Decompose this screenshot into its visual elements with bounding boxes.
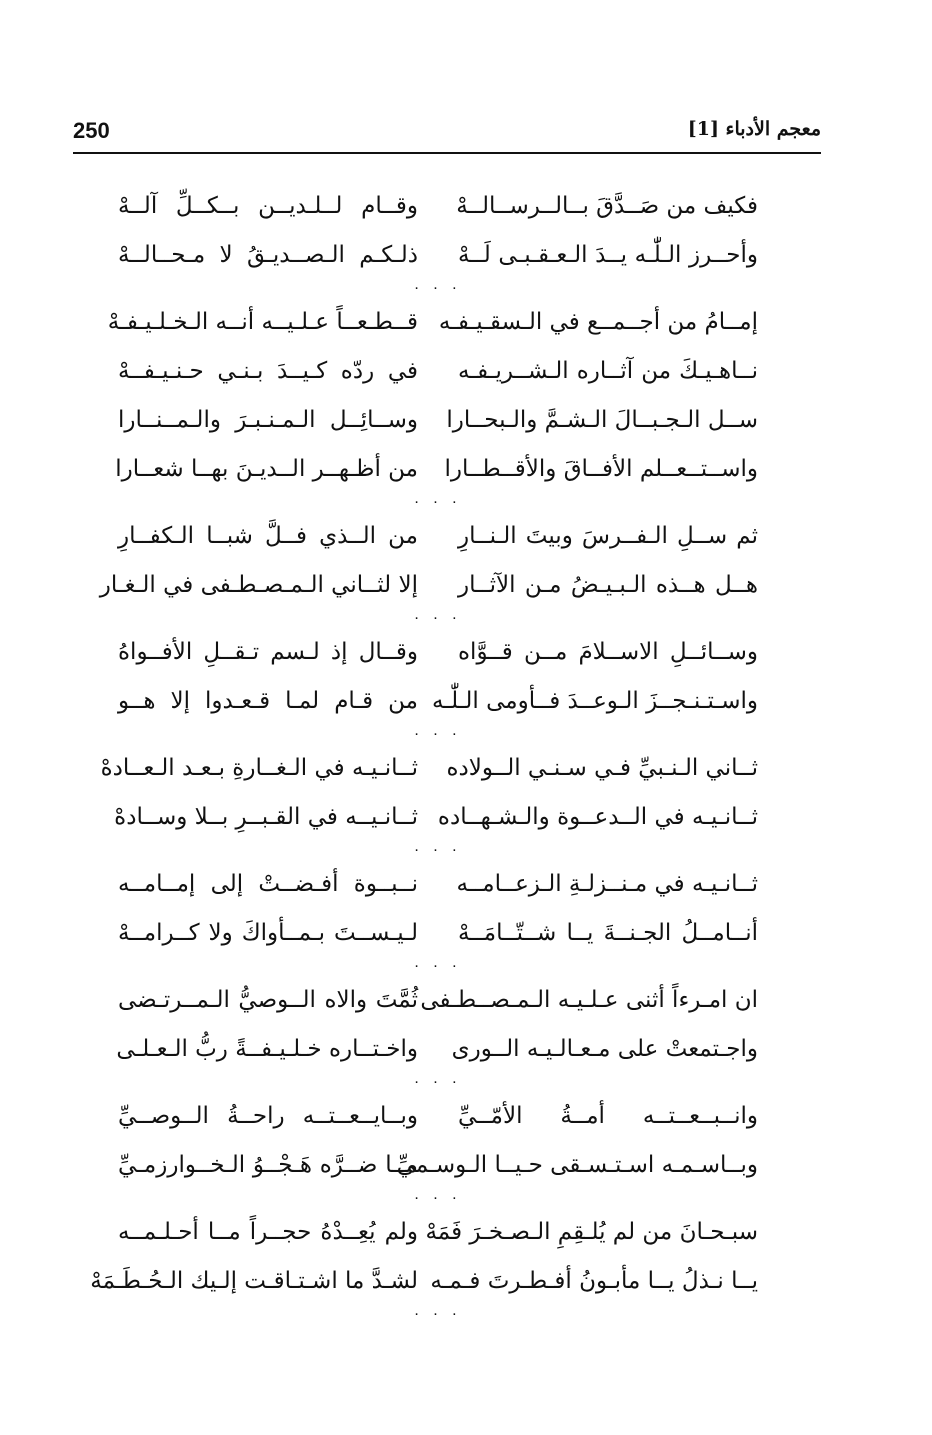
verse-second-hemistich: من أظـهــر الــديـنَ بهــا شعــارا [115,456,418,482]
verse-first-hemistich: هــل هــذه الـبـيـضُ مـن الآثــار [458,572,758,598]
verse-second-hemistich: لشـدَّ ما اشـتـاقـت إلـيك الـحُـطَـمَهْ [90,1268,418,1294]
verse [118,976,758,1025]
stanza-separator: . . . [414,722,462,739]
verse [118,1092,758,1141]
stanza-separator: . . . [414,954,462,971]
stanza [107,298,758,512]
verse-first-hemistich: يــا نـذلُ يــا مأبـونُ أفـطـرتَ فـمـه [430,1268,758,1294]
stanza-separator: . . . [414,1302,462,1319]
verse-second-hemistich: ثــانـيـه في الـغــارةِ بـعـد الـعــادهْ [100,755,418,781]
verse-second-hemistich: ثــانـيــه في القـبــرِ بــلا وســادهْ [114,804,418,830]
verse-first-hemistich: وســائــلِ الاســلامَ مــن قــوَّاه [458,639,758,665]
verse [115,445,758,494]
verse-second-hemistich: إلا لثــاني الـمـصـطـفى في الـغـار [99,572,418,598]
verse [114,793,758,842]
stanza-separator: . . . [414,1070,462,1087]
verse [118,1141,758,1190]
stanza-separator: . . . [414,838,462,855]
verse-second-hemistich: قــطـعــاً عـلـيــه أنــه الـخـلـيـفـهْ [107,309,418,335]
verse [118,347,758,396]
verse-first-hemistich: ان امـرءاً أثنى عـلـيـه الـمـصــطـفى [420,987,758,1013]
verse [118,231,758,280]
verse [100,744,758,793]
header-rule [73,152,821,154]
stanza [100,744,758,860]
verse-second-hemistich: ولم يُعِــدْهُ حجــراً مــا أحـلـمــه [118,1219,418,1245]
stanza [118,976,758,1092]
verse-second-hemistich: وقــال إذ لـسم تـقــلِ الأفــواهُ [118,639,418,665]
verse-first-hemistich: واجـتمعتْ على مـعـالـيـه الــورى [451,1036,758,1062]
verse [118,677,758,726]
verse-first-hemistich: وانــبــعــتــه أمــةُ الأمّــيِّ [458,1103,758,1129]
stanza-separator: . . . [414,490,462,507]
verse-second-hemistich: من الــذي فــلَّ شبــا الـكفــارِ [118,523,418,549]
verse-second-hemistich: مــا ضــرَّه هَـجْــوُ الـخــوارزمـيِّ [118,1152,418,1178]
stanza [99,512,758,628]
verse-first-hemistich: ثــانـيـه في الــدعــوة والـشـهــاده [437,804,758,830]
verse [118,1208,758,1257]
verse [99,561,758,610]
verse-first-hemistich: ســل الـجـبــالَ الـشـمَّ والـبحــارا [446,407,758,433]
verse-first-hemistich: واسـتـنـجــزَ الـوعــدَ فــأومى الـلّٰـه [432,688,758,714]
running-title: معجم الأدباء [1] [687,118,821,140]
verse [118,909,758,958]
page-number: 250 [73,118,110,143]
page-header [73,118,821,148]
verse [118,860,758,909]
verse-first-hemistich: إمــامُ من أجــمــع في الـسقـيـفـه [438,309,758,335]
stanza-separator: . . . [414,606,462,623]
stanza-separator: . . . [414,1186,462,1203]
verse-second-hemistich: نــبــوة أفـضــتْ إلى إمــامــه [118,871,418,897]
verse-first-hemistich: وأحــرز الـلّٰـه يــدَ الـعـقـبـى لَــهْ [458,242,758,268]
verse-first-hemistich: أنــامــلُ الجـنــةَ يــا شــتّــامَــهْ [458,920,758,946]
verse-first-hemistich: ثــانـيـه في مـنــزلـةِ الـزعــامــه [456,871,758,897]
verse-first-hemistich: واســتــعــلم الأفــاقَ والأقــطــارا [444,456,758,482]
stanza [118,1092,758,1208]
verse-first-hemistich: نــاهـيـكَ من آثــاره الـشــريـفـه [458,358,758,384]
verse-second-hemistich: وبــايــعــتــه راحــةُ الــوصــيِّ [118,1103,418,1129]
verse [107,298,758,347]
verse-first-hemistich: وبــاسـمـه اسـتـسـقى حـيــا الـوسـميِّ [396,1152,758,1178]
verse-second-hemistich: من قـام لمـا قـعـدوا إلا هــو [118,688,418,714]
verse-second-hemistich: ثُمَّتَ والاه الــوصيُّ الـمــرتـضى [118,987,418,1013]
stanza [118,860,758,976]
stanza [118,182,758,298]
stanza-separator: . . . [414,276,462,293]
stanza [90,1208,758,1324]
verse [90,1257,758,1306]
verse-first-hemistich: ثم ســلِ الـفــرسَ وبيتَ الـنــارِ [458,523,758,549]
verse [118,1025,758,1074]
verse-second-hemistich: لـيـســتَ بـمــأواكَ ولا كــرامــهْ [118,920,418,946]
verse-second-hemistich: وقــام لــلـديــن بــكــلِّ آلــهْ [118,193,418,219]
verse-first-hemistich: فكيف من صَــدَّقَ بــالــرســالــهْ [456,193,758,219]
verse-second-hemistich: واخـتــاره خـلـيـفــةً ربُّ الـعـلـى [116,1036,418,1062]
verse [118,182,758,231]
verse-second-hemistich: ذلـكـم الـصــديـقُ لا مـحــالــهْ [118,242,418,268]
poem [90,182,758,1324]
verse-second-hemistich: وســائِــل الـمـنـبـرَ والـمــنــارا [118,407,418,433]
verse-first-hemistich: ثــاني الـنـبيِّ فـي سـنـي الــولاده [446,755,758,781]
verse-second-hemistich: في ردّه كـيــدَ بـنـي حـنـيـفــهْ [118,358,418,384]
verse [118,512,758,561]
verse [118,628,758,677]
stanza [118,628,758,744]
verse [118,396,758,445]
verse-first-hemistich: سبـحـانَ من لم يُلـقِمِ الـصـخـرَ فَمَهْ [425,1219,758,1245]
